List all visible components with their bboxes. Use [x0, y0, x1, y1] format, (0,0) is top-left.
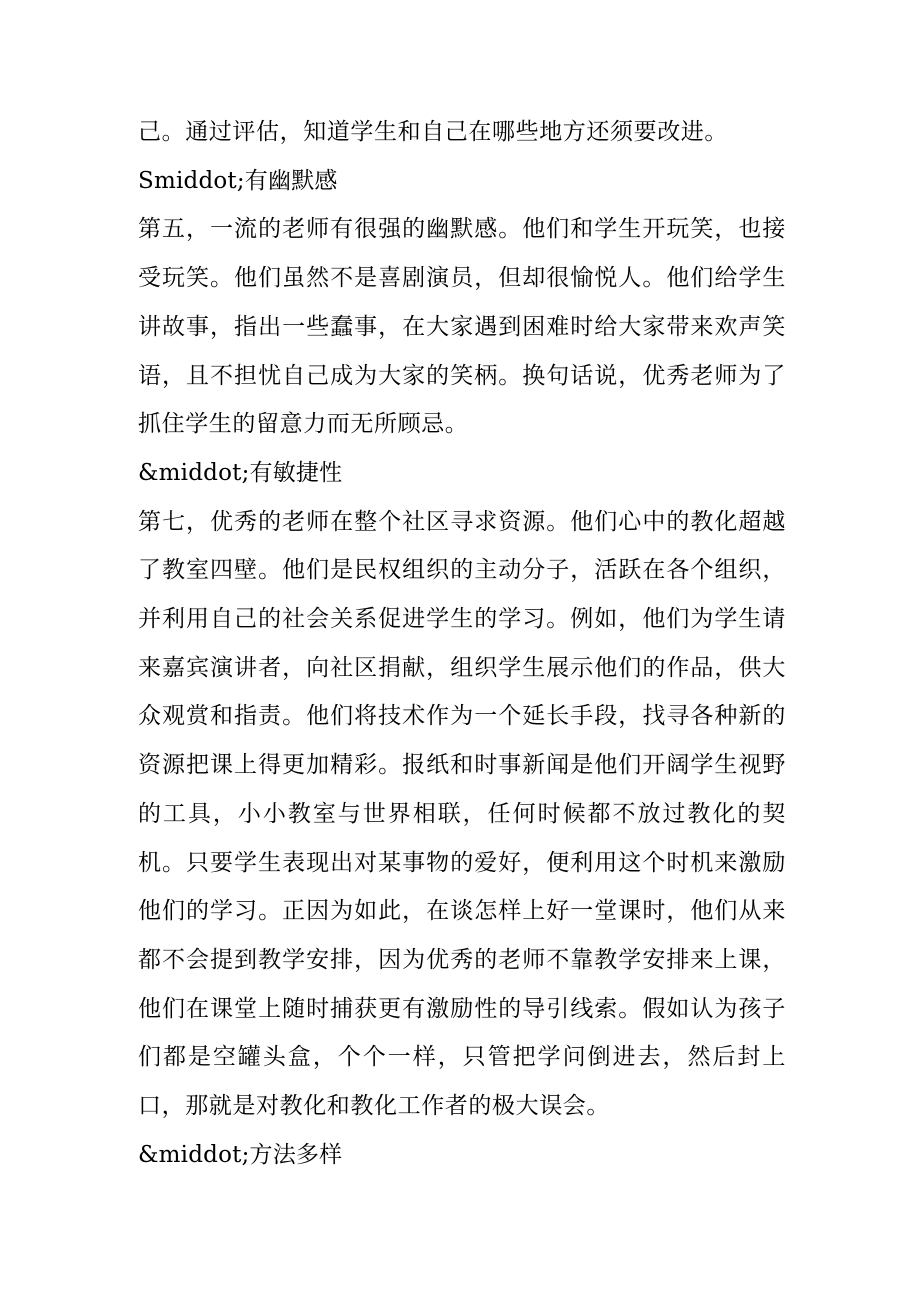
paragraph-evaluation-end: 己。通过评估，知道学生和自己在哪些地方还须要改进。: [138, 119, 728, 145]
document-body: [138, 108, 786, 1179]
heading-agility: &middot;有敏捷性: [138, 459, 343, 486]
paragraph-community-resources: 第七，优秀的老师在整个社区寻求资源。他们心中的教化超越了教室四壁。他们是民权组织的主动分子，活跃在各个组织，并利用自己的社会关系促进学生的学习。例如，他们为学生请来嘉宾演讲者，向社区捐献，组织学生展示他们的作品，供大众观赏和指责。他们将技术作为一个延长手段，找寻各种新的资源把课上得更加精彩。报纸和时事新闻是他们开阔学生视野的工具，小小教室与世界相联，任何时候都不放过教化的契机。只要学生表现出对某事物的爱好，便利用这个时机来激励他们的学习。正因为如此，在谈怎样上好一堂课时，他们从来都不会提到教学安排，因为优秀的老师不靠教学安排来上课，他们在课堂上随时捕获更有激励性的导引线索。假如认为孩子们都是空罐头盒，个个一样，只管把学问倒进去，然后封上口，那就是对教化和教化工作者的极大误会。: [138, 508, 786, 1120]
paragraph-humor: 第五，一流的老师有很强的幽默感。他们和学生开玩笑，也接受玩笑。他们虽然不是喜剧演员，但却很愉悦人。他们给学生讲故事，指出一些蠢事，在大家遇到困难时给大家带来欢声笑语，且不担忧自己成为大家的笑柄。换句话说，优秀老师为了抓住学生的留意力而无所顾忌。: [138, 216, 786, 438]
heading-diverse-methods: &middot;方法多样: [138, 1141, 343, 1168]
heading-humor: Smiddot;有幽默感: [138, 167, 338, 194]
